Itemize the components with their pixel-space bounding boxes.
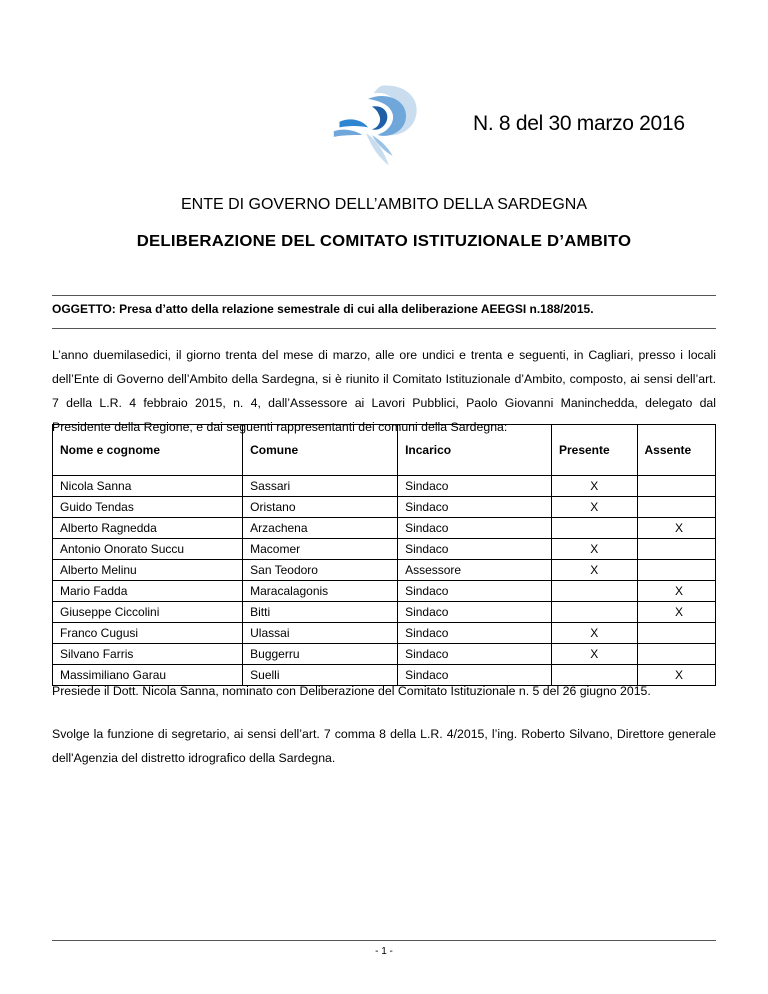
cell-nome: Antonio Onorato Succu [53, 539, 243, 560]
cell-incarico: Sindaco [398, 497, 552, 518]
deliberazione-title: DELIBERAZIONE DEL COMITATO ISTITUZIONALE D’AMBITO [136, 233, 632, 250]
cell-presente: X [551, 644, 637, 665]
cell-presente: X [551, 623, 637, 644]
segretario-paragraph: Svolge la funzione di segretario, ai sensi dell’art. 7 comma 8 della L.R. 4/2015, l’ing. Roberto Silvano, Direttore generale dell'Agenzia del distretto idrografico della Sardegna. [52, 727, 716, 765]
presiede-paragraph: Presiede il Dott. Nicola Sanna, nominato con Deliberazione del Comitato Istituzionale n. 5 del 26 giugno 2015. [52, 684, 651, 698]
header-comune: Comune [243, 425, 398, 476]
cell-nome: Giuseppe Ciccolini [53, 602, 243, 623]
header-nome: Nome e cognome [53, 425, 243, 476]
cell-nome: Alberto Melinu [53, 560, 243, 581]
cell-incarico: Sindaco [398, 644, 552, 665]
cell-presente [551, 518, 637, 539]
cell-assente [637, 539, 716, 560]
cell-nome: Nicola Sanna [53, 476, 243, 497]
oggetto-line: OGGETTO: Presa d’atto della relazione semestrale di cui alla deliberazione AEEGSI n.188/2015. [52, 302, 594, 316]
cell-incarico: Sindaco [398, 518, 552, 539]
table-row [53, 518, 716, 539]
ente-title: ENTE DI GOVERNO DELL’AMBITO DELLA SARDEGNA [180, 196, 588, 213]
cell-comune: Oristano [243, 497, 398, 518]
cell-comune: San Teodoro [243, 560, 398, 581]
cell-comune: Sassari [243, 476, 398, 497]
cell-presente: X [551, 497, 637, 518]
cell-comune: Arzachena [243, 518, 398, 539]
footer-divider [52, 940, 716, 941]
table-row [53, 476, 716, 497]
cell-assente: X [637, 581, 716, 602]
cell-assente: X [637, 518, 716, 539]
cell-comune: Buggerru [243, 644, 398, 665]
header-presente: Presente [551, 425, 637, 476]
cell-incarico: Sindaco [398, 476, 552, 497]
cell-incarico: Sindaco [398, 539, 552, 560]
cell-presente: X [551, 560, 637, 581]
cell-comune: Macomer [243, 539, 398, 560]
doc-number: N. 8 del 30 marzo 2016 [473, 112, 685, 135]
cell-nome: Mario Fadda [53, 581, 243, 602]
intro-paragraph: L’anno duemilasedici, il giorno trenta del mese di marzo, alle ore undici e trenta e seguenti, in Cagliari, presso i locali dell’Ente di Governo dell’Ambito della Sardegna, si è riunito il Comitato Istituzionale d’Ambito, composto, ai sensi dell’art. 7 della L.R. 4 febbraio 2015, n. 4, dall’Assessore ai Lavori Pubblici, Paolo Giovanni Maninchedda, delegato dal Presidente della Regione, e dai seguenti rappresentanti dei comuni della Sardegna: [52, 348, 716, 434]
cell-assente: X [637, 665, 716, 686]
cell-comune: Maracalagonis [243, 581, 398, 602]
cell-assente [637, 497, 716, 518]
table-row [53, 644, 716, 665]
cell-presente: X [551, 476, 637, 497]
cell-assente [637, 623, 716, 644]
cell-comune: Suelli [243, 665, 398, 686]
members-table [52, 424, 716, 686]
cell-assente [637, 560, 716, 581]
table-row [53, 602, 716, 623]
cell-incarico: Sindaco [398, 623, 552, 644]
table-row [53, 560, 716, 581]
table-row [53, 539, 716, 560]
table-header-row [53, 425, 716, 476]
table-row [53, 497, 716, 518]
page-number: - 1 - [375, 946, 393, 957]
cell-assente [637, 644, 716, 665]
cell-incarico: Sindaco [398, 602, 552, 623]
header-assente: Assente [637, 425, 716, 476]
cell-assente [637, 476, 716, 497]
cell-nome: Alberto Ragnedda [53, 518, 243, 539]
table-row [53, 581, 716, 602]
cell-presente [551, 602, 637, 623]
cell-presente: X [551, 539, 637, 560]
cell-assente: X [637, 602, 716, 623]
table-row [53, 623, 716, 644]
divider [52, 328, 716, 329]
cell-incarico: Sindaco [398, 665, 552, 686]
cell-comune: Bitti [243, 602, 398, 623]
cell-comune: Ulassai [243, 623, 398, 644]
egas-logo-icon [330, 78, 425, 173]
cell-presente [551, 581, 637, 602]
cell-nome: Franco Cugusi [53, 623, 243, 644]
cell-incarico: Assessore [398, 560, 552, 581]
cell-nome: Massimiliano Garau [53, 665, 243, 686]
divider [52, 295, 716, 296]
cell-nome: Guido Tendas [53, 497, 243, 518]
cell-incarico: Sindaco [398, 581, 552, 602]
cell-nome: Silvano Farris [53, 644, 243, 665]
header-incarico: Incarico [398, 425, 552, 476]
